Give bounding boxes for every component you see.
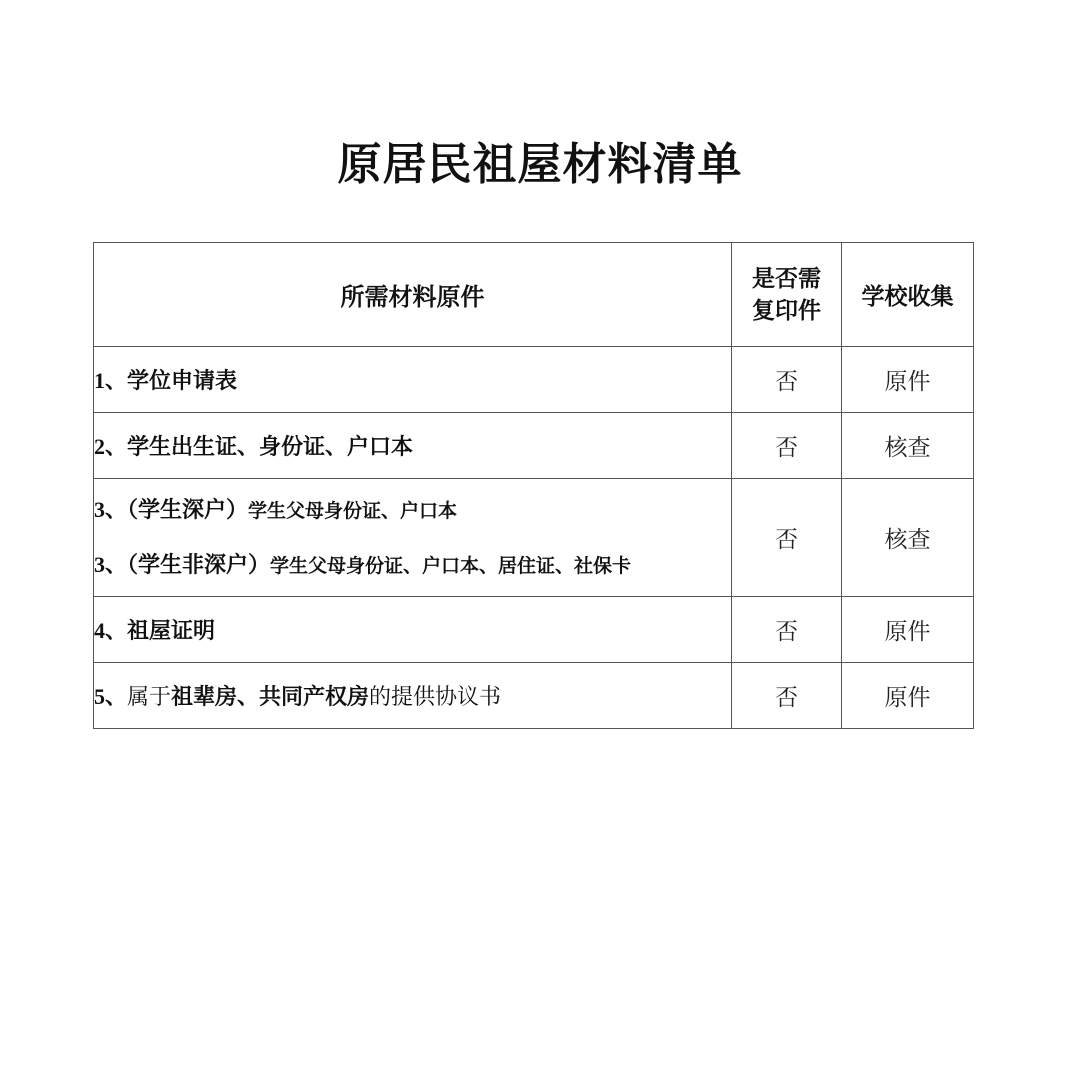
header-copy-line2: 复印件	[752, 297, 821, 324]
row-5-copy: 否	[732, 663, 842, 729]
row-3a-bold: （学生深户）	[127, 497, 249, 523]
header-materials: 所需材料原件	[94, 243, 732, 347]
row-5-text-prefix: 属于	[127, 685, 172, 710]
row-4-copy: 否	[732, 597, 842, 663]
row-3-line-2	[94, 551, 731, 580]
page-title: 原居民祖屋材料清单	[337, 139, 743, 190]
row-4-school: 原件	[842, 597, 974, 663]
row-5-text-bold: 祖辈房、共同产权房	[171, 685, 370, 710]
row-2-text: 学生出生证、身份证、户口本	[127, 435, 414, 460]
row-3a-detail: 学生父母身份证、户口本	[248, 499, 458, 522]
row-4-material	[94, 597, 732, 663]
table-row	[94, 479, 974, 597]
row-1-material	[94, 347, 732, 413]
row-1-school: 原件	[842, 347, 974, 413]
table-row	[94, 413, 974, 479]
table-row	[94, 597, 974, 663]
row-5-school: 原件	[842, 663, 974, 729]
row-3-copy: 否	[732, 479, 842, 597]
table-row	[94, 347, 974, 413]
row-5-material	[94, 663, 732, 729]
row-3b-number: 3、	[94, 551, 128, 577]
row-1-number: 1、	[94, 368, 128, 393]
materials-table	[93, 242, 974, 729]
row-5-text-suffix: 的提供协议书	[369, 685, 502, 710]
row-3-material	[94, 479, 732, 597]
row-2-number: 2、	[94, 434, 128, 459]
row-2-copy: 否	[732, 413, 842, 479]
table-row	[94, 663, 974, 729]
table-header-row	[94, 243, 974, 347]
row-3b-bold: （学生非深户）	[127, 552, 271, 578]
header-school-collect: 学校收集	[842, 243, 974, 347]
row-3b-detail: 学生父母身份证、户口本、居住证、社保卡	[270, 554, 632, 577]
row-4-text: 祖屋证明	[127, 619, 216, 644]
row-4-number: 4、	[94, 618, 128, 643]
row-5-number: 5、	[94, 684, 128, 709]
row-1-copy: 否	[732, 347, 842, 413]
row-2-school: 核查	[842, 413, 974, 479]
row-1-text: 学位申请表	[127, 369, 238, 394]
row-3-school: 核查	[842, 479, 974, 597]
header-copy-line1: 是否需	[752, 265, 821, 292]
row-3a-number: 3、	[94, 496, 128, 522]
row-2-material	[94, 413, 732, 479]
row-3-line-1	[94, 496, 731, 525]
header-copy-required	[732, 243, 842, 347]
